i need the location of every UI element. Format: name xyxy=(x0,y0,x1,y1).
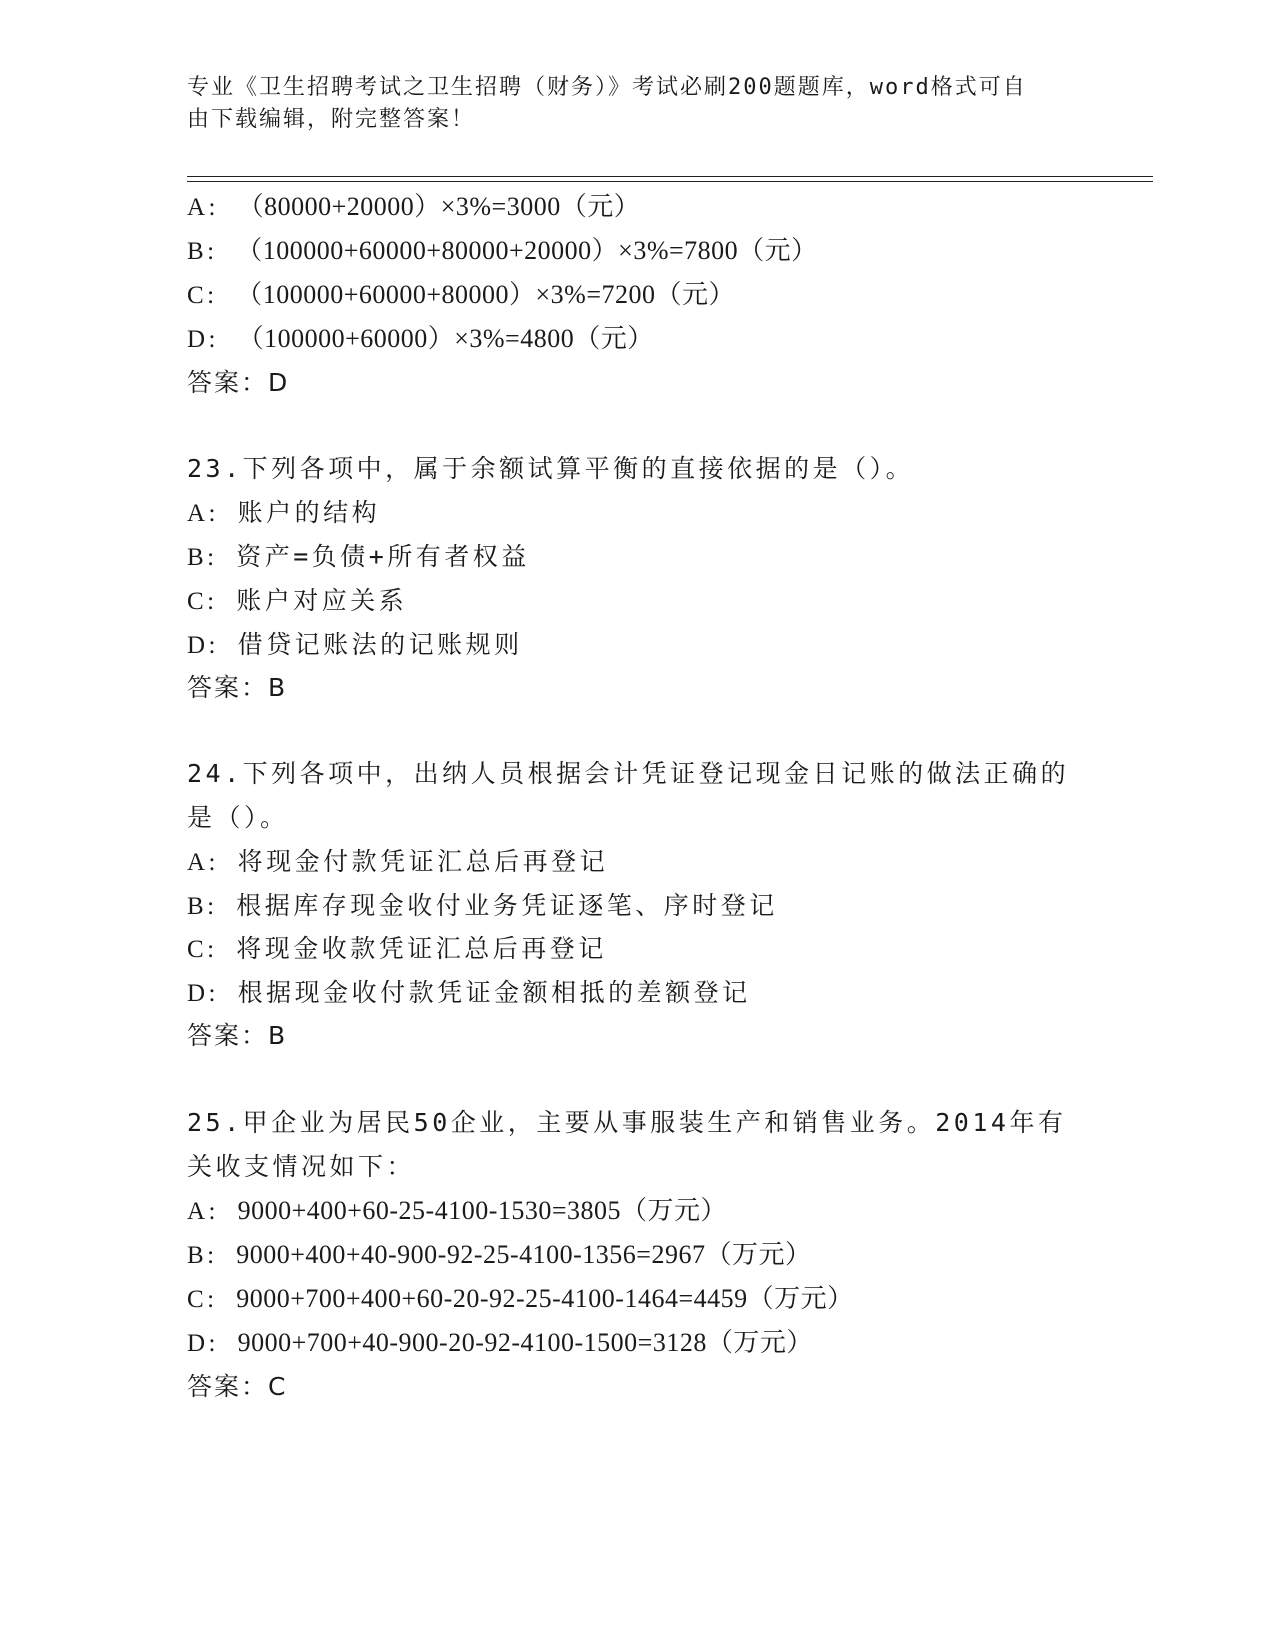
q23-question: 23.下列各项中，属于余额试算平衡的直接依据的是（）。 xyxy=(187,454,915,483)
q22-option-c: C: （100000+60000+80000）×3%=7200（元） xyxy=(187,280,735,309)
q22-answer: 答案：D xyxy=(187,368,290,397)
q24-option-c: C: 将现金收款凭证汇总后再登记 xyxy=(187,934,607,963)
q23-option-c: C: 账户对应关系 xyxy=(187,586,408,615)
q22-option-a: A: （80000+20000）×3%=3000（元） xyxy=(187,192,641,221)
q25-option-c: C: 9000+700+400+60-20-92-25-4100-1464=4459（万元） xyxy=(187,1284,854,1313)
header-divider-bottom xyxy=(187,181,1153,182)
header-line-2: 由下载编辑，附完整答案！ xyxy=(187,107,476,132)
header-divider-top xyxy=(187,176,1153,177)
q23-option-b: B: 资产=负债+所有者权益 xyxy=(187,542,530,571)
q25-question-line-2: 关收支情况如下： xyxy=(187,1152,416,1181)
q23-answer: 答案：B xyxy=(187,673,288,702)
document-header xyxy=(187,72,1067,136)
q25-option-a: A: 9000+400+60-25-4100-1530=3805（万元） xyxy=(187,1196,728,1225)
q25-answer: 答案：C xyxy=(187,1372,288,1401)
q22-option-b: B: （100000+60000+80000+20000）×3%=7800（元） xyxy=(187,236,818,265)
q24-option-b: B: 根据库存现金收付业务凭证逐笔、序时登记 xyxy=(187,891,778,920)
q24-answer: 答案：B xyxy=(187,1021,288,1050)
q23-option-d: D: 借贷记账法的记账规则 xyxy=(187,630,523,659)
q24-question-line-2: 是（）。 xyxy=(187,803,289,832)
q22-option-d: D: （100000+60000）×3%=4800（元） xyxy=(187,324,654,353)
q25-option-d: D: 9000+700+40-900-20-92-4100-1500=3128（万元） xyxy=(187,1328,813,1357)
q25-question-line-1: 25.甲企业为居民50企业，主要从事服装生产和销售业务。2014年有 xyxy=(187,1108,1067,1137)
q24-question-line-1: 24.下列各项中，出纳人员根据会计凭证登记现金日记账的做法正确的 xyxy=(187,759,1070,788)
q23-option-a: A: 账户的结构 xyxy=(187,498,381,527)
header-line-1: 专业《卫生招聘考试之卫生招聘（财务）》考试必刷200题题库，word格式可自 xyxy=(187,75,1027,100)
q24-option-a: A: 将现金付款凭证汇总后再登记 xyxy=(187,847,609,876)
q24-option-d: D: 根据现金收付款凭证金额相抵的差额登记 xyxy=(187,978,751,1007)
q25-option-b: B: 9000+400+40-900-92-25-4100-1356=2967（万元） xyxy=(187,1240,812,1269)
